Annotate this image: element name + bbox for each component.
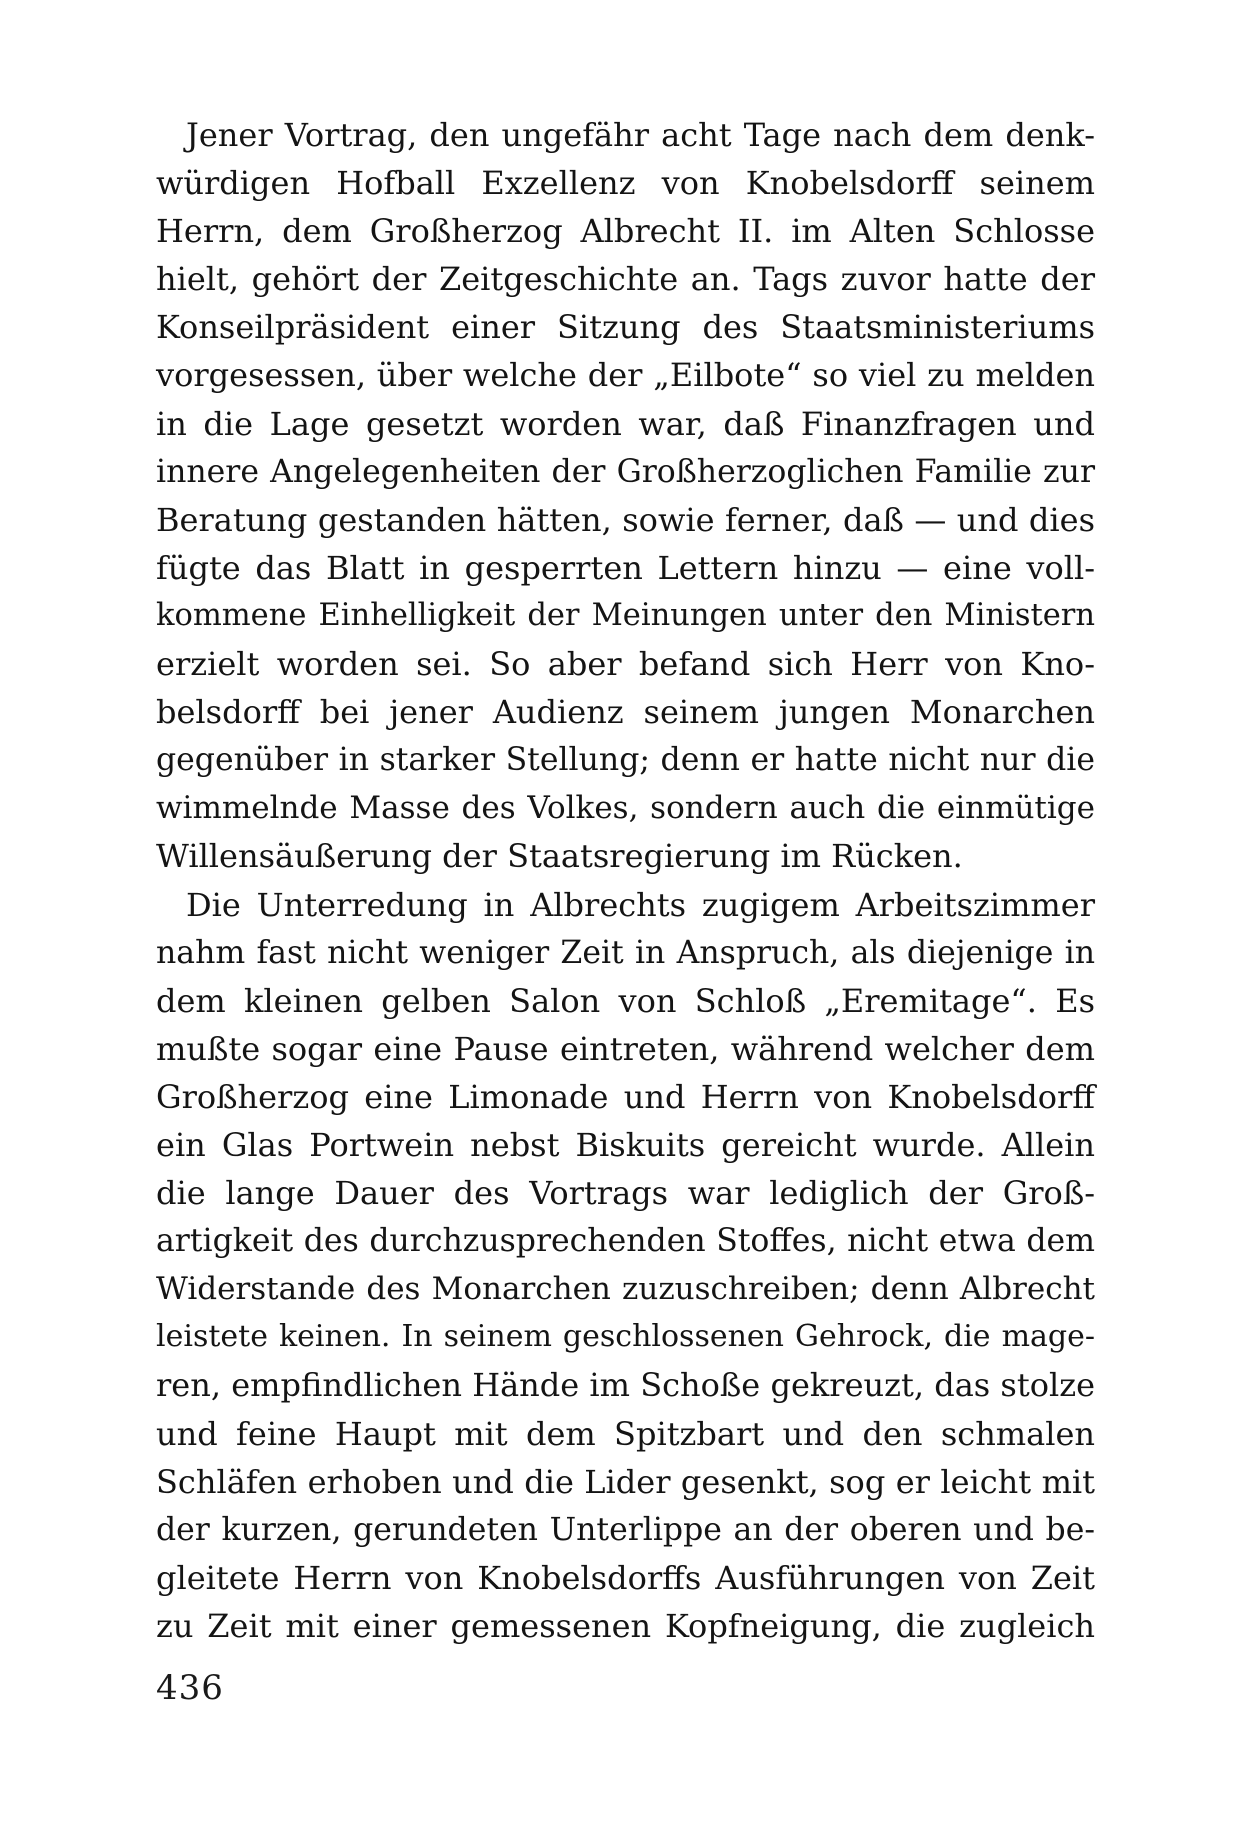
text-line: artigkeit des durchzusprechenden Stoffes, nicht etwa dem xyxy=(156,1223,1095,1260)
text-line: nahm fast nicht weniger Zeit in Anspruch, als diejenige in xyxy=(156,934,1095,971)
text-line: Widerstande des Monarchen zuzuschreiben; denn Albrecht xyxy=(156,1271,1095,1308)
text-line: erzielt worden sei. So aber befand sich Herr von Kno- xyxy=(156,645,1095,684)
text-line: und feine Haupt mit dem Spitzbart und den schmalen xyxy=(156,1414,1095,1453)
text-line: innere Angelegenheiten der Großherzoglichen Familie zur xyxy=(156,453,1095,490)
text-line: Die Unterredung in Albrechts zugigem Arbeitszimmer xyxy=(186,885,1095,924)
text-line: mußte sogar eine Pause eintreten, während welcher dem xyxy=(156,1029,1095,1068)
text-line: fügte das Blatt in gesperrten Lettern hinzu — eine voll- xyxy=(156,548,1095,587)
text-line: Jener Vortrag, den ungefähr acht Tage nach dem denk- xyxy=(186,116,1095,154)
body-text xyxy=(156,111,1095,1650)
text-line: Konseilpräsident einer Sitzung des Staatsministeriums xyxy=(156,308,1095,347)
text-line: ren, empfindlichen Hände im Schoße gekreuzt, das stolze xyxy=(156,1366,1095,1405)
text-line: in die Lage gesetzt worden war, daß Finanzfragen und xyxy=(156,404,1095,443)
text-line: Großherzog eine Limonade und Herrn von Knobelsdorff xyxy=(156,1077,1095,1116)
text-line: hielt, gehört der Zeitgeschichte an. Tags zuvor hatte der xyxy=(156,260,1095,299)
page-number: 436 xyxy=(156,1668,224,1708)
text-line: zu Zeit mit einer gemessenen Kopfneigung, die zugleich xyxy=(156,1606,1095,1645)
paragraph-1 xyxy=(156,111,1095,881)
text-line: belsdorff bei jener Audienz seinem jungen Monarchen xyxy=(156,693,1095,732)
text-line: gegenüber in starker Stellung; denn er hatte nicht nur die xyxy=(156,742,1095,779)
paragraph-2 xyxy=(156,881,1095,1651)
text-line: leistete keinen. In seinem geschlossenen Gehrock, die mage- xyxy=(156,1319,1095,1355)
text-line: ein Glas Portwein nebst Biskuits gereicht wurde. Allein xyxy=(156,1125,1095,1164)
text-line: Herrn, dem Großherzog Albrecht II. im Alten Schlosse xyxy=(156,212,1095,251)
text-line: dem kleinen gelben Salon von Schloß „Eremitage“. Es xyxy=(156,981,1095,1020)
text-line: kommene Einhelligkeit der Meinungen unter den Ministern xyxy=(156,597,1095,633)
text-line: würdigen Hofball Exzellenz von Knobelsdorff seinem xyxy=(156,164,1095,203)
text-line: Schläfen erhoben und die Lider gesenkt, sog er leicht mit xyxy=(156,1462,1095,1501)
text-line: wimmelnde Masse des Volkes, sondern auch die einmütige xyxy=(156,790,1095,827)
text-line: die lange Dauer des Vortrags war lediglich der Groß- xyxy=(156,1174,1095,1213)
text-line: gleitete Herrn von Knobelsdorffs Ausführungen von Zeit xyxy=(156,1558,1095,1597)
text-line: vorgesessen, über welche der „Eilbote“ so viel zu melden xyxy=(156,356,1095,395)
text-line: Willensäußerung der Staatsregierung im Rücken. xyxy=(156,837,963,876)
text-line: Beratung gestanden hätten, sowie ferner, daß — und dies xyxy=(156,500,1095,539)
text-line: der kurzen, gerundeten Unterlippe an der oberen und be- xyxy=(156,1511,1095,1548)
